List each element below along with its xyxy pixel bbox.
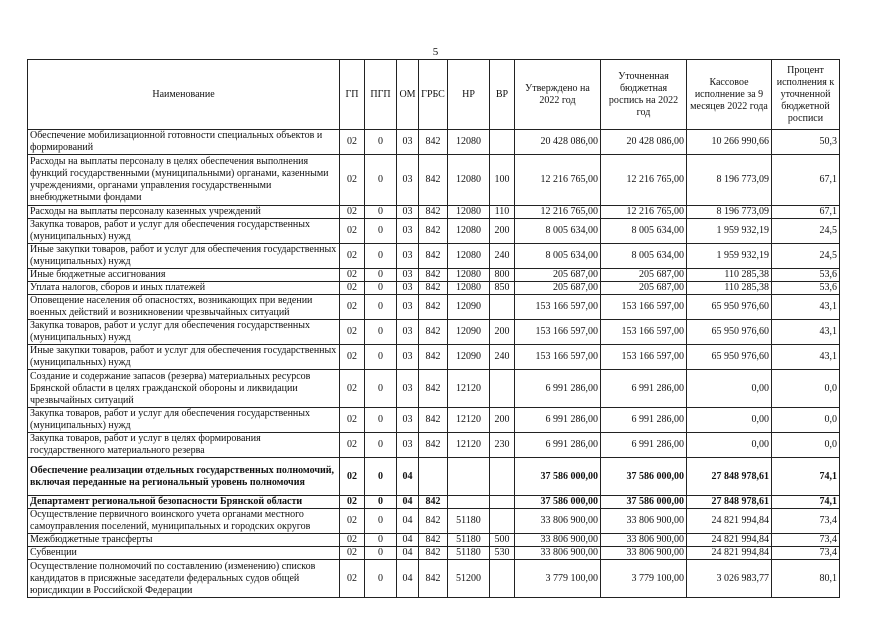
cell-cash: 65 950 976,60	[687, 345, 772, 370]
cell-cash: 110 285,38	[687, 269, 772, 282]
table-row	[28, 496, 840, 509]
cell-gp: 02	[340, 534, 365, 547]
cell-nr	[448, 496, 490, 509]
cell-specified: 12 216 765,00	[601, 155, 687, 206]
header-percent: Процент исполнения к уточненной бюджетной росписи	[772, 60, 840, 130]
cell-percent: 73,4	[772, 509, 840, 534]
cell-vr: 240	[490, 244, 515, 269]
cell-cash: 24 821 994,84	[687, 547, 772, 560]
cell-grbs: 842	[419, 206, 448, 219]
budget-table	[27, 59, 840, 598]
cell-om: 03	[397, 244, 419, 269]
cell-nr	[448, 458, 490, 496]
table-row	[28, 345, 840, 370]
cell-percent: 0,0	[772, 433, 840, 458]
cell-nr: 51200	[448, 560, 490, 598]
cell-gp: 02	[340, 433, 365, 458]
cell-approved: 20 428 086,00	[515, 130, 601, 155]
cell-cash: 3 026 983,77	[687, 560, 772, 598]
cell-cash: 1 959 932,19	[687, 244, 772, 269]
cell-gp: 02	[340, 244, 365, 269]
cell-approved: 8 005 634,00	[515, 244, 601, 269]
cell-gp: 02	[340, 219, 365, 244]
cell-vr: 850	[490, 282, 515, 295]
cell-om: 03	[397, 130, 419, 155]
cell-percent: 50,3	[772, 130, 840, 155]
cell-percent: 53,6	[772, 282, 840, 295]
cell-specified: 3 779 100,00	[601, 560, 687, 598]
cell-gp: 02	[340, 155, 365, 206]
cell-nr: 12090	[448, 320, 490, 345]
cell-name: Расходы на выплаты персоналу казенных учреждений	[28, 206, 340, 219]
table-row	[28, 269, 840, 282]
cell-grbs: 842	[419, 547, 448, 560]
cell-pgp: 0	[365, 320, 397, 345]
cell-nr: 12120	[448, 370, 490, 408]
cell-name: Осуществление полномочий по составлению (изменению) списков кандидатов в присяжные заседатели федеральных судов общей юрисдикции в Российской Федерации	[28, 560, 340, 598]
table-row	[28, 547, 840, 560]
cell-om: 04	[397, 547, 419, 560]
cell-gp: 02	[340, 320, 365, 345]
page-number: 5	[432, 46, 439, 58]
cell-percent: 74,1	[772, 496, 840, 509]
cell-gp: 02	[340, 408, 365, 433]
cell-percent: 43,1	[772, 320, 840, 345]
cell-percent: 67,1	[772, 206, 840, 219]
cell-grbs: 842	[419, 496, 448, 509]
cell-specified: 33 806 900,00	[601, 534, 687, 547]
cell-om: 04	[397, 534, 419, 547]
cell-om: 04	[397, 496, 419, 509]
cell-vr	[490, 370, 515, 408]
cell-vr: 240	[490, 345, 515, 370]
cell-approved: 205 687,00	[515, 282, 601, 295]
cell-gp: 02	[340, 206, 365, 219]
cell-nr: 12080	[448, 282, 490, 295]
header-specified: Уточненная бюджетная роспись на 2022 год	[601, 60, 687, 130]
cell-percent: 43,1	[772, 295, 840, 320]
table-row	[28, 130, 840, 155]
cell-nr: 51180	[448, 547, 490, 560]
cell-grbs: 842	[419, 433, 448, 458]
cell-specified: 33 806 900,00	[601, 547, 687, 560]
cell-specified: 6 991 286,00	[601, 433, 687, 458]
cell-cash: 8 196 773,09	[687, 155, 772, 206]
cell-name: Закупка товаров, работ и услуг для обеспечения государственных (муниципальных) нужд	[28, 408, 340, 433]
table-row	[28, 155, 840, 206]
cell-percent: 43,1	[772, 345, 840, 370]
cell-approved: 6 991 286,00	[515, 408, 601, 433]
cell-om: 04	[397, 458, 419, 496]
cell-cash: 24 821 994,84	[687, 534, 772, 547]
cell-approved: 33 806 900,00	[515, 509, 601, 534]
cell-om: 03	[397, 155, 419, 206]
cell-nr: 51180	[448, 509, 490, 534]
cell-gp: 02	[340, 345, 365, 370]
cell-pgp: 0	[365, 370, 397, 408]
cell-cash: 27 848 978,61	[687, 458, 772, 496]
cell-pgp: 0	[365, 458, 397, 496]
cell-gp: 02	[340, 295, 365, 320]
cell-name: Закупка товаров, работ и услуг для обеспечения государственных (муниципальных) нужд	[28, 219, 340, 244]
cell-approved: 205 687,00	[515, 269, 601, 282]
cell-grbs: 842	[419, 219, 448, 244]
table-row	[28, 282, 840, 295]
cell-pgp: 0	[365, 206, 397, 219]
cell-percent: 73,4	[772, 534, 840, 547]
cell-grbs: 842	[419, 345, 448, 370]
cell-om: 03	[397, 433, 419, 458]
cell-cash: 0,00	[687, 370, 772, 408]
cell-name: Субвенции	[28, 547, 340, 560]
cell-cash: 0,00	[687, 408, 772, 433]
cell-gp: 02	[340, 130, 365, 155]
table-row	[28, 244, 840, 269]
cell-grbs: 842	[419, 320, 448, 345]
cell-pgp: 0	[365, 130, 397, 155]
cell-om: 03	[397, 282, 419, 295]
cell-specified: 33 806 900,00	[601, 509, 687, 534]
cell-approved: 12 216 765,00	[515, 155, 601, 206]
cell-nr: 12080	[448, 155, 490, 206]
cell-vr	[490, 295, 515, 320]
cell-pgp: 0	[365, 509, 397, 534]
cell-specified: 153 166 597,00	[601, 295, 687, 320]
header-nr: НР	[448, 60, 490, 130]
cell-cash: 24 821 994,84	[687, 509, 772, 534]
table-row	[28, 433, 840, 458]
cell-approved: 33 806 900,00	[515, 547, 601, 560]
header-approved: Утверждено на 2022 год	[515, 60, 601, 130]
cell-approved: 8 005 634,00	[515, 219, 601, 244]
cell-name: Иные закупки товаров, работ и услуг для обеспечения государственных (муниципальных) нужд	[28, 244, 340, 269]
table-header-row	[28, 60, 840, 130]
cell-percent: 24,5	[772, 244, 840, 269]
cell-approved: 12 216 765,00	[515, 206, 601, 219]
cell-grbs: 842	[419, 509, 448, 534]
cell-vr: 110	[490, 206, 515, 219]
table-row	[28, 206, 840, 219]
cell-cash: 65 950 976,60	[687, 320, 772, 345]
cell-grbs: 842	[419, 560, 448, 598]
cell-approved: 6 991 286,00	[515, 433, 601, 458]
cell-approved: 153 166 597,00	[515, 345, 601, 370]
cell-name: Межбюджетные трансферты	[28, 534, 340, 547]
cell-pgp: 0	[365, 269, 397, 282]
cell-specified: 153 166 597,00	[601, 345, 687, 370]
cell-om: 03	[397, 345, 419, 370]
cell-nr: 12090	[448, 345, 490, 370]
cell-vr: 800	[490, 269, 515, 282]
cell-pgp: 0	[365, 408, 397, 433]
header-name: Наименование	[28, 60, 340, 130]
header-cash: Кассовое исполнение за 9 месяцев 2022 года	[687, 60, 772, 130]
table-row	[28, 219, 840, 244]
header-grbs: ГРБС	[419, 60, 448, 130]
cell-name: Оповещение населения об опасностях, возникающих при ведении военных действий и возникновении чрезвычайных ситуаций	[28, 295, 340, 320]
cell-gp: 02	[340, 547, 365, 560]
table-row	[28, 458, 840, 496]
cell-vr: 200	[490, 219, 515, 244]
table-row	[28, 320, 840, 345]
cell-grbs: 842	[419, 269, 448, 282]
cell-percent: 80,1	[772, 560, 840, 598]
cell-cash: 8 196 773,09	[687, 206, 772, 219]
cell-specified: 205 687,00	[601, 282, 687, 295]
cell-grbs: 842	[419, 408, 448, 433]
cell-name: Осуществление первичного воинского учета органами местного самоуправления поселений, муниципальных и городских округов	[28, 509, 340, 534]
table-row	[28, 560, 840, 598]
cell-specified: 8 005 634,00	[601, 244, 687, 269]
cell-om: 03	[397, 370, 419, 408]
cell-gp: 02	[340, 370, 365, 408]
cell-pgp: 0	[365, 219, 397, 244]
header-pgp: ПГП	[365, 60, 397, 130]
cell-approved: 3 779 100,00	[515, 560, 601, 598]
cell-specified: 20 428 086,00	[601, 130, 687, 155]
cell-grbs: 842	[419, 295, 448, 320]
cell-gp: 02	[340, 509, 365, 534]
cell-specified: 12 216 765,00	[601, 206, 687, 219]
cell-percent: 67,1	[772, 155, 840, 206]
cell-gp: 02	[340, 282, 365, 295]
cell-nr: 12080	[448, 244, 490, 269]
cell-grbs: 842	[419, 130, 448, 155]
cell-om: 03	[397, 269, 419, 282]
cell-nr: 12080	[448, 219, 490, 244]
cell-name: Иные бюджетные ассигнования	[28, 269, 340, 282]
cell-specified: 37 586 000,00	[601, 458, 687, 496]
cell-specified: 37 586 000,00	[601, 496, 687, 509]
cell-vr	[490, 458, 515, 496]
cell-percent: 24,5	[772, 219, 840, 244]
cell-percent: 53,6	[772, 269, 840, 282]
table-row	[28, 370, 840, 408]
header-vr: ВР	[490, 60, 515, 130]
cell-percent: 74,1	[772, 458, 840, 496]
table-row	[28, 534, 840, 547]
table-row	[28, 295, 840, 320]
cell-om: 03	[397, 206, 419, 219]
cell-approved: 37 586 000,00	[515, 458, 601, 496]
cell-grbs: 842	[419, 282, 448, 295]
cell-percent: 0,0	[772, 408, 840, 433]
cell-percent: 73,4	[772, 547, 840, 560]
cell-pgp: 0	[365, 295, 397, 320]
cell-nr: 12080	[448, 130, 490, 155]
cell-nr: 51180	[448, 534, 490, 547]
table-row	[28, 408, 840, 433]
cell-name: Закупка товаров, работ и услуг в целях формирования государственного материального резерва	[28, 433, 340, 458]
cell-vr	[490, 496, 515, 509]
cell-name: Обеспечение реализации отдельных государственных полномочий, включая переданные на региональный уровень полномочия	[28, 458, 340, 496]
cell-grbs: 842	[419, 244, 448, 269]
cell-approved: 6 991 286,00	[515, 370, 601, 408]
cell-name: Уплата налогов, сборов и иных платежей	[28, 282, 340, 295]
cell-vr	[490, 560, 515, 598]
cell-gp: 02	[340, 496, 365, 509]
cell-percent: 0,0	[772, 370, 840, 408]
cell-approved: 153 166 597,00	[515, 295, 601, 320]
cell-cash: 65 950 976,60	[687, 295, 772, 320]
cell-pgp: 0	[365, 244, 397, 269]
cell-approved: 33 806 900,00	[515, 534, 601, 547]
cell-pgp: 0	[365, 496, 397, 509]
cell-specified: 6 991 286,00	[601, 370, 687, 408]
cell-name: Расходы на выплаты персоналу в целях обеспечения выполнения функций государственными (муниципальными) органами, казенными учреждениями, органами управления государственными внебюджетными фондами	[28, 155, 340, 206]
cell-name: Департамент региональной безопасности Брянской области	[28, 496, 340, 509]
cell-cash: 10 266 990,66	[687, 130, 772, 155]
cell-pgp: 0	[365, 560, 397, 598]
cell-vr: 200	[490, 320, 515, 345]
cell-approved: 153 166 597,00	[515, 320, 601, 345]
cell-om: 04	[397, 509, 419, 534]
cell-cash: 0,00	[687, 433, 772, 458]
cell-specified: 8 005 634,00	[601, 219, 687, 244]
cell-cash: 1 959 932,19	[687, 219, 772, 244]
cell-pgp: 0	[365, 155, 397, 206]
cell-pgp: 0	[365, 282, 397, 295]
cell-pgp: 0	[365, 547, 397, 560]
cell-nr: 12090	[448, 295, 490, 320]
cell-cash: 110 285,38	[687, 282, 772, 295]
cell-pgp: 0	[365, 345, 397, 370]
cell-gp: 02	[340, 560, 365, 598]
cell-approved: 37 586 000,00	[515, 496, 601, 509]
cell-specified: 205 687,00	[601, 269, 687, 282]
cell-gp: 02	[340, 269, 365, 282]
table-row	[28, 509, 840, 534]
cell-nr: 12080	[448, 206, 490, 219]
cell-name: Закупка товаров, работ и услуг для обеспечения государственных (муниципальных) нужд	[28, 320, 340, 345]
cell-vr	[490, 509, 515, 534]
cell-nr: 12120	[448, 433, 490, 458]
cell-cash: 27 848 978,61	[687, 496, 772, 509]
header-gp: ГП	[340, 60, 365, 130]
cell-vr: 230	[490, 433, 515, 458]
cell-nr: 12120	[448, 408, 490, 433]
cell-vr: 500	[490, 534, 515, 547]
cell-vr: 200	[490, 408, 515, 433]
cell-om: 03	[397, 219, 419, 244]
cell-specified: 6 991 286,00	[601, 408, 687, 433]
cell-om: 03	[397, 320, 419, 345]
cell-grbs: 842	[419, 534, 448, 547]
cell-gp: 02	[340, 458, 365, 496]
cell-nr: 12080	[448, 269, 490, 282]
cell-om: 04	[397, 560, 419, 598]
cell-grbs	[419, 458, 448, 496]
cell-pgp: 0	[365, 534, 397, 547]
cell-vr: 530	[490, 547, 515, 560]
cell-grbs: 842	[419, 370, 448, 408]
cell-om: 03	[397, 408, 419, 433]
cell-om: 03	[397, 295, 419, 320]
cell-pgp: 0	[365, 433, 397, 458]
cell-vr: 100	[490, 155, 515, 206]
cell-name: Иные закупки товаров, работ и услуг для обеспечения государственных (муниципальных) нужд	[28, 345, 340, 370]
header-om: ОМ	[397, 60, 419, 130]
cell-specified: 153 166 597,00	[601, 320, 687, 345]
cell-name: Обеспечение мобилизационной готовности специальных объектов и формирований	[28, 130, 340, 155]
cell-name: Создание и содержание запасов (резерва) материальных ресурсов Брянской области в целях гражданской обороны и ликвидации чрезвычайных ситуаций	[28, 370, 340, 408]
cell-grbs: 842	[419, 155, 448, 206]
cell-vr	[490, 130, 515, 155]
